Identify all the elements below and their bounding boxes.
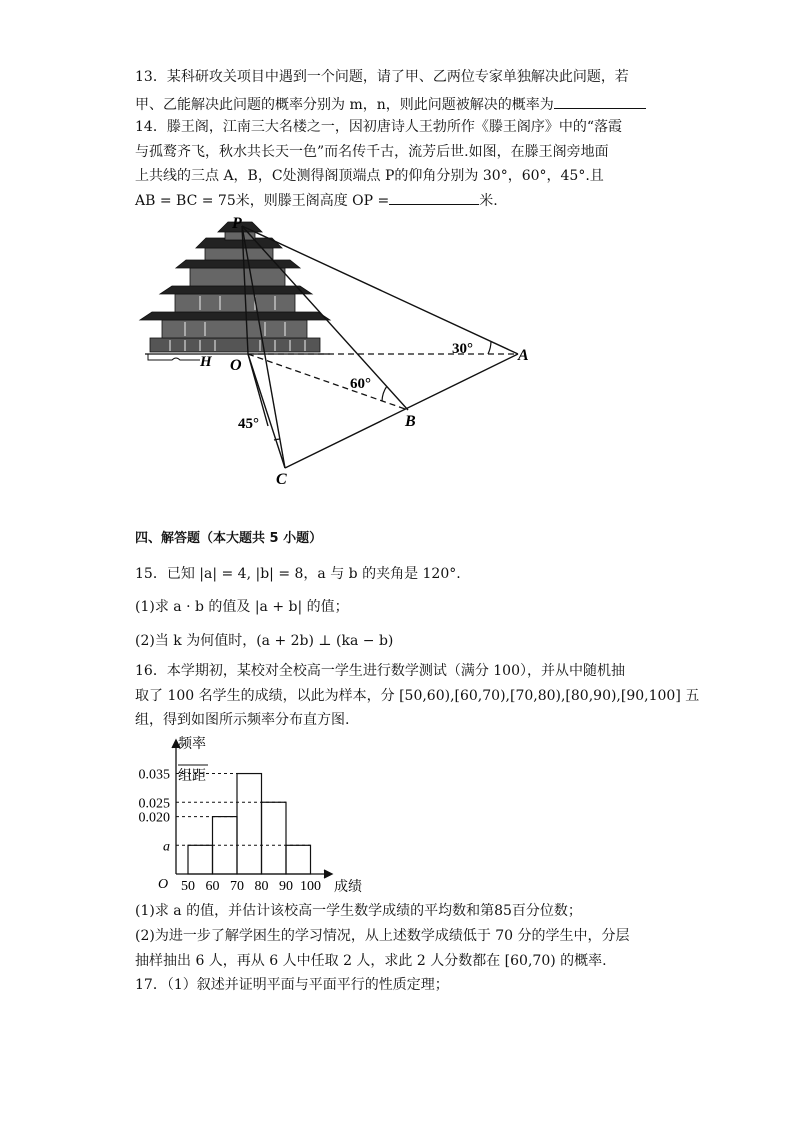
hist-ytick-1: 0.020 [138,810,170,826]
pavilion-building [140,222,330,352]
q13-line2-text: 甲、乙能解决此问题的概率分别为 m，n，则此问题被解决的概率为 [135,97,554,113]
hist-xtick-3: 80 [254,879,269,894]
hist-bar-2 [237,774,262,874]
hist-axes [172,740,332,878]
frequency-histogram [0,728,793,898]
q13-line2 [135,94,646,114]
label-A: A [518,347,529,364]
q16-line3: 组，得到如图所示频率分布直方图. [135,712,350,728]
label-C: C [276,471,287,488]
hist-ytick-2: 0.025 [138,796,170,812]
q15-line3: (2)当 k 为何值时，(a + 2b) ⊥ (ka − b) [135,633,394,649]
label-P: P [232,215,242,232]
q16-line4: (1)求 a 的值，并估计该校高一学生数学成绩的平均数和第85百分位数； [135,903,582,919]
q16-line2: 取了 100 名学生的成绩，以此为样本，分 [50,60),[60,70),[70,80),[80,90),[90,100] 五 [135,688,700,704]
hist-bar-4 [286,845,311,874]
hist-origin: O [158,877,169,892]
q16-line1: 16．本学期初，某校对全校高一学生进行数学测试（满分 100），并从中随机抽 [135,663,625,679]
q15-line2: (1)求 a · b 的值及 |a + b| 的值； [135,599,349,615]
hist-xtick-0: 50 [181,879,195,894]
angle-45: 45° [238,416,259,432]
q14-line3: 上共线的三点 A，B，C处测得阁顶端点 P的仰角分别为 30°，60°，45°.且 [135,168,604,184]
angle-60: 60° [350,376,371,392]
q14-line2: 与孤鹜齐飞，秋水共长天一色”而名传千古，流芳后世.如图，在滕王阁旁地面 [135,144,609,160]
pavilion-figure [0,208,793,508]
hist-ylabel-bottom: 组距 [178,769,206,784]
hist-ylabel-top: 频率 [178,737,206,752]
q14-line4b: 米. [479,193,498,209]
q14-line1: 14．滕王阁，江南三大名楼之一，因初唐诗人王勃所作《滕王阁序》中的“落霞 [135,119,622,135]
hist-xtick-2: 70 [230,879,244,894]
label-B: B [405,413,416,430]
q16-line5: (2)为进一步了解学困生的学习情况，从上述数学成绩低于 70 分的学生中，分层 [135,928,630,944]
q16-line6: 抽样抽出 6 人，再从 6 人中任取 2 人，求此 2 人分数都在 [60,70) 的概率. [135,953,607,969]
hist-bar-3 [262,802,287,874]
q14-line4a: AB = BC = 75米，则滕王阁高度 OP = [135,193,390,209]
hist-xtick-1: 60 [205,879,220,894]
hist-ytick-0: a [163,839,170,855]
hist-xtick-4: 90 [279,879,293,894]
q17-line1: 17．（1）叙述并证明平面与平面平行的性质定理； [135,977,449,993]
hist-xlabel: 成绩 [334,880,362,895]
angle-30: 30° [452,341,473,357]
q13-answer-blank [554,94,646,109]
label-O: O [230,357,242,374]
q14-answer-blank [389,190,479,205]
q14-line4 [135,190,498,210]
q13-line1: 13．某科研攻关项目中遇到一个问题，请了甲、乙两位专家单独解决此问题，若 [135,69,629,85]
hist-ytick-3: 0.035 [138,767,170,783]
q15-line1: 15．已知 |a| = 4, |b| = 8，a 与 b 的夹角是 120°. [135,566,461,582]
label-H: H [200,354,212,370]
hist-bar-0 [188,845,213,874]
hist-xtick-5: 100 [300,879,321,894]
section-title: 四、解答题（本大题共 5 小题） [135,531,323,546]
